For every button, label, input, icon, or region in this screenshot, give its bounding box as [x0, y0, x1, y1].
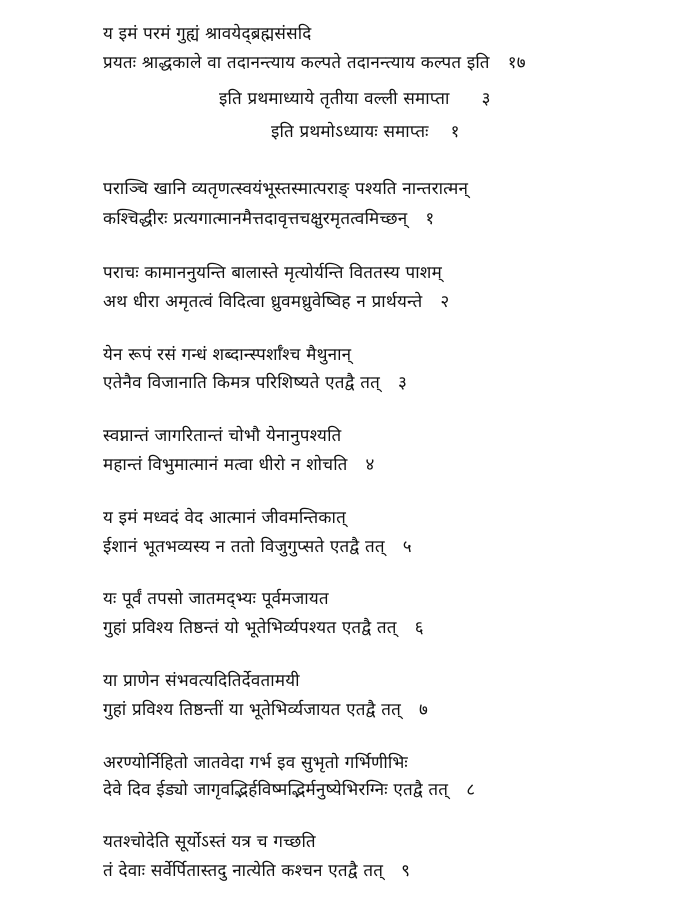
verse-9-line-2: [103, 860, 410, 882]
verse-5-line-2: [103, 536, 412, 558]
verse-4-number: ४: [365, 455, 375, 475]
verse-8-line-1: अरण्योर्निहितो जातवेदा गर्भ इव सुभृतो गर्भिणीभिः: [103, 753, 408, 773]
verse-3-line-2-text: एतेनैव विजानाति किमत्र परिशिष्यते एतद्वै तत्: [103, 373, 381, 393]
verse-4-line-2-text: महान्तं विभुमात्मानं मत्वा धीरो न शोचति: [103, 455, 348, 475]
verse-2-line-2-text: अथ धीरा अमृतत्वं विदित्वा ध्रुवमध्रुवेष्विह न प्रार्थयन्ते: [103, 292, 423, 312]
verse-7-line-2: [103, 699, 428, 721]
verse-7-line-2-text: गुहां प्रविश्य तिष्ठन्तीं या भूतेभिर्व्यजायत एतद्वै तत्: [103, 700, 402, 720]
verse-9-line-1: यतश्चोदेति सूर्योऽस्तं यत्र च गच्छति: [103, 832, 316, 852]
verse-3-line-2: [103, 372, 407, 394]
verse-2-line-2: [103, 291, 449, 313]
intro-line-2: [103, 52, 526, 74]
adhyaya-number: १: [450, 122, 460, 142]
verse-6-line-2: [103, 617, 424, 639]
verse-8-line-2: [103, 779, 475, 801]
valli-colophon: [219, 88, 491, 110]
verse-1-line-2-text: कश्चिद्धीरः प्रत्यगात्मानमैत्तदावृत्तचक्षुरमृतत्वमिच्छन्: [103, 209, 408, 229]
verse-5-line-2-text: ईशानं भूतभव्यस्य न ततो विजुगुप्सते एतद्वै तत्: [103, 537, 385, 557]
verse-7-line-1: या प्राणेन संभवत्यदितिर्देवतामयी: [103, 671, 300, 691]
verse-3-number: ३: [398, 373, 408, 393]
verse-5-number: ५: [402, 537, 412, 557]
verse-6-line-1: यः पूर्वं तपसो जातमद्भ्यः पूर्वमजायत: [103, 589, 329, 609]
adhyaya-colophon-text: इति प्रथमोऽध्यायः समाप्तः: [271, 122, 429, 142]
valli-number: ३: [481, 89, 491, 109]
verse-6-line-2-text: गुहां प्रविश्य तिष्ठन्तं यो भूतेभिर्व्यपश्यत एतद्वै तत्: [103, 618, 397, 638]
verse-8-number: ८: [466, 780, 476, 800]
valli-colophon-text: इति प्रथमाध्याये तृतीया वल्ली समाप्ता: [219, 89, 450, 109]
intro-line-1: य इमं परमं गुह्यं श्रावयेद्ब्रह्मसंसदि: [103, 24, 312, 44]
adhyaya-colophon: [271, 121, 460, 143]
verse-6-number: ६: [414, 618, 424, 638]
verse-4-line-1: स्वप्नान्तं जागरितान्तं चोभौ येनानुपश्यति: [103, 426, 342, 446]
verse-2-line-1: पराचः कामाननुयन्ति बालास्ते मृत्योर्यन्ति विततस्य पाशम्: [103, 263, 442, 283]
verse-9-number: ९: [401, 861, 411, 881]
verse-number: १७: [507, 53, 526, 73]
verse-5-line-1: य इमं मध्वदं वेद आत्मानं जीवमन्तिकात्: [103, 508, 346, 528]
verse-4-line-2: [103, 454, 375, 476]
verse-1-line-2: [103, 208, 434, 230]
verse-8-line-2-text: देवे दिव ईड्यो जागृवद्भिर्हविष्मद्भिर्मनुष्येभिरग्निः एतद्वै तत्: [103, 780, 449, 800]
verse-7-number: ७: [419, 700, 429, 720]
verse-1-line-1: पराञ्चि खानि व्यतृणत्स्वयंभूस्तस्मात्पराङ् पश्यति नान्तरात्मन्: [103, 179, 469, 199]
verse-1-number: १: [425, 209, 435, 229]
verse-2-number: २: [440, 292, 450, 312]
verse-3-line-1: येन रूपं रसं गन्धं शब्दान्स्पर्शाँश्च मैथुनान्: [103, 345, 352, 365]
verse-9-line-2-text: तं देवाः सर्वेर्पितास्तदु नात्येति कश्चन एतद्वै तत्: [103, 861, 384, 881]
intro-line-2-text: प्रयतः श्राद्धकाले वा तदानन्त्याय कल्पते तदानन्त्याय कल्पत इति: [103, 53, 490, 73]
